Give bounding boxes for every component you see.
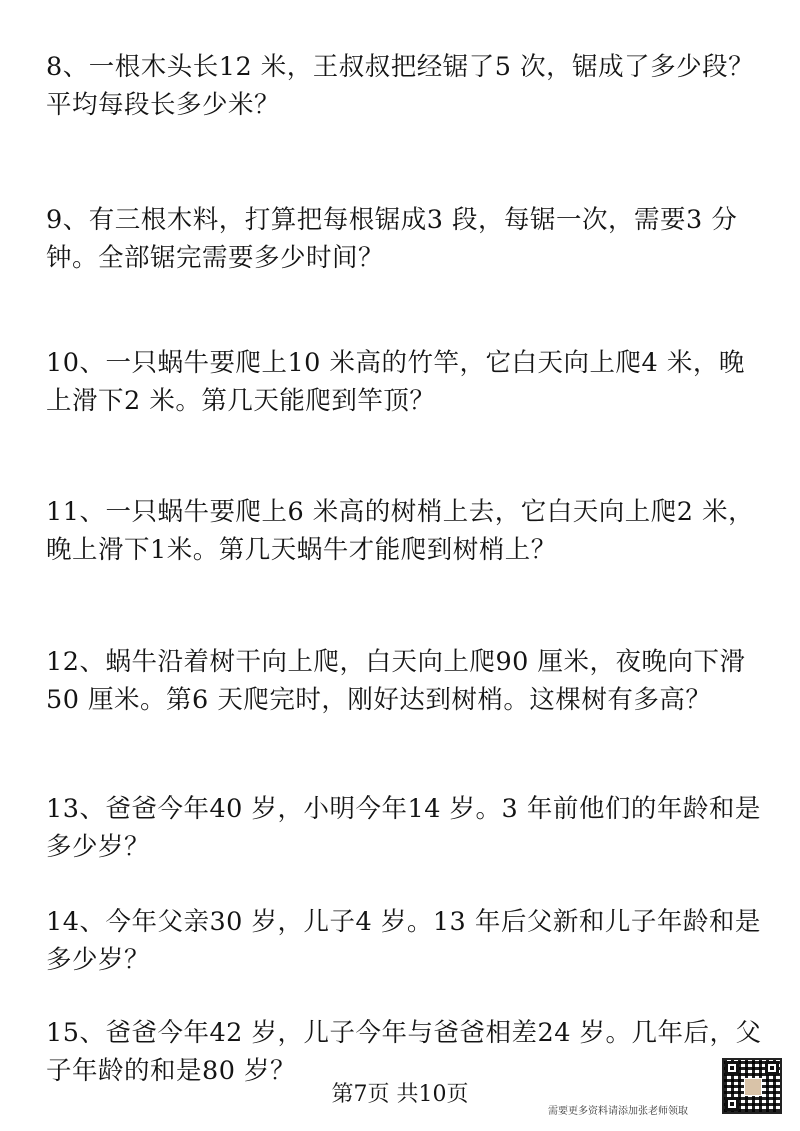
qr-code-icon: [722, 1058, 782, 1114]
problem-9: 9、有三根木料，打算把每根锯成3 段，每锯一次，需要3 分钟。全部锯完需要多少时间？: [46, 205, 738, 273]
problem-8: 8、一根木头长12 米，王叔叔把经锯了5 次，锯成了多少段？平均每段长多少米？: [46, 52, 755, 120]
problem-10: 10、一只蜗牛要爬上10 米高的竹竿，它白天向上爬4 米，晚上滑下2 米。第几天能爬到竿顶？: [46, 348, 745, 416]
qr-caption: 需要更多资料请添加张老师领取: [548, 1106, 688, 1117]
avatar: [744, 1078, 762, 1096]
problem-15: 15、爸爸今年42 岁，儿子今年与爸爸相差24 岁。几年后，父子年龄的和是80 岁？: [46, 1018, 762, 1086]
problem-13: 13、爸爸今年40 岁，小明今年14 岁。3 年前他们的年龄和是多少岁？: [46, 794, 761, 862]
page-number: 第7页 共10页: [331, 1082, 469, 1107]
problem-14: 14、今年父亲30 岁，儿子4 岁。13 年后父新和儿子年龄和是多少岁？: [46, 907, 761, 975]
problem-11: 11、一只蜗牛要爬上6 米高的树梢上去，它白天向上爬2 米，晚上滑下1米。第几天蜗牛才能爬到树梢上？: [46, 497, 755, 565]
problem-12: 12、蜗牛沿着树干向上爬，白天向上爬90 厘米，夜晚向下滑50 厘米。第6 天爬完时，刚好达到树梢。这棵树有多高？: [46, 647, 746, 715]
